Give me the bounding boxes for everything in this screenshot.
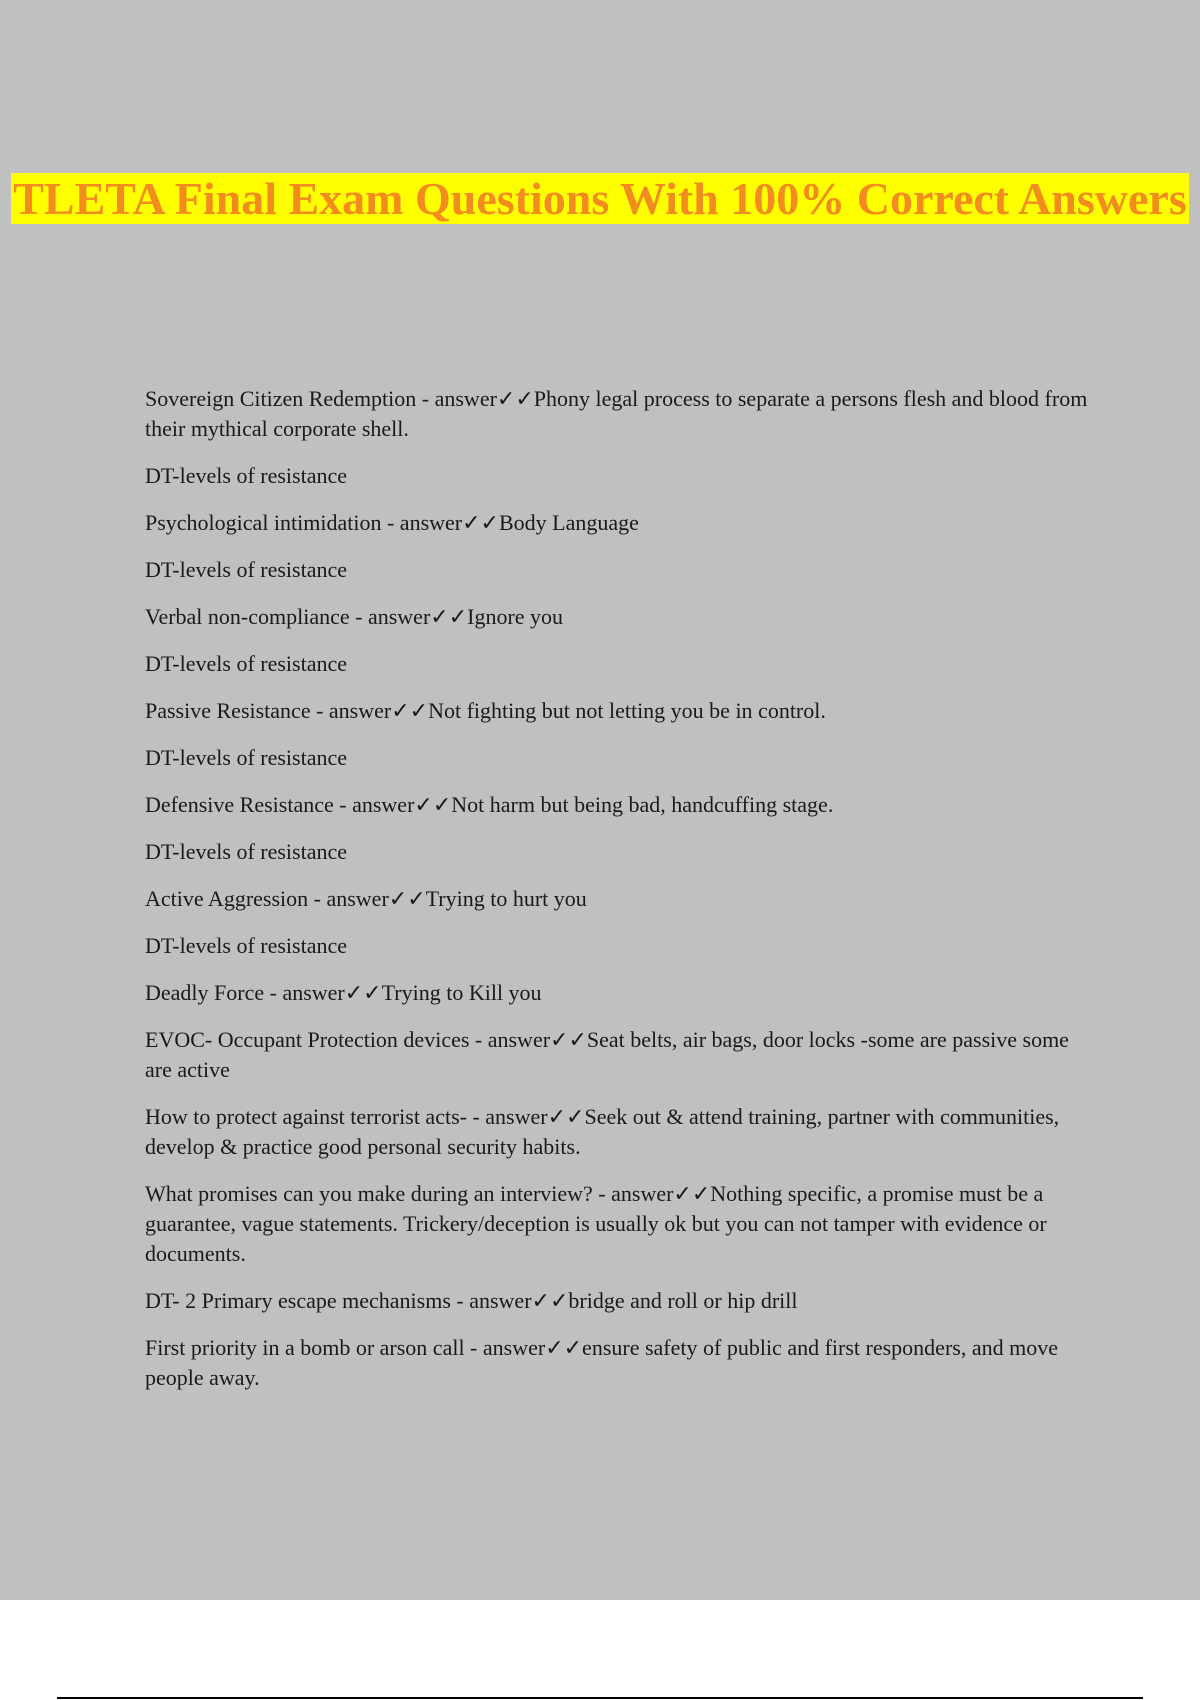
qa-entry: Sovereign Citizen Redemption - answer✓✓Phony legal process to separate a persons flesh and blood from their mythical corporate shell. xyxy=(145,386,1088,441)
qa-entry: Verbal non-compliance - answer✓✓Ignore you xyxy=(145,604,564,629)
qa-entry: DT-levels of resistance xyxy=(145,745,348,770)
qa-entry: DT-levels of resistance xyxy=(145,463,348,488)
footer-rule xyxy=(57,1697,1143,1699)
qa-entry: What promises can you make during an interview? - answer✓✓Nothing specific, a promise must be a guarantee, vague statements. Trickery/deception is usually ok but you can not tamper with evidence or documents. xyxy=(145,1181,1047,1266)
qa-entry: DT-levels of resistance xyxy=(145,557,348,582)
qa-entry: Passive Resistance - answer✓✓Not fighting but not letting you be in control. xyxy=(145,698,826,723)
qa-entry: EVOC- Occupant Protection devices - answer✓✓Seat belts, air bags, door locks -some are passive some are active xyxy=(145,1027,1069,1082)
qa-entry: How to protect against terrorist acts- - answer✓✓Seek out & attend training, partner with communities, develop & practice good personal security habits. xyxy=(145,1104,1060,1159)
qa-entry: Defensive Resistance - answer✓✓Not harm but being bad, handcuffing stage. xyxy=(145,792,834,817)
qa-list xyxy=(145,384,1090,1410)
document-title: TLETA Final Exam Questions With 100% Correct Answers xyxy=(13,173,1187,224)
qa-entry: Psychological intimidation - answer✓✓Body Language xyxy=(145,510,639,535)
qa-entry: DT-levels of resistance xyxy=(145,839,348,864)
qa-entry: Active Aggression - answer✓✓Trying to hurt you xyxy=(145,886,587,911)
qa-entry: DT- 2 Primary escape mechanisms - answer✓✓bridge and roll or hip drill xyxy=(145,1288,798,1313)
qa-entry: DT-levels of resistance xyxy=(145,651,348,676)
qa-entry: Deadly Force - answer✓✓Trying to Kill you xyxy=(145,980,542,1005)
qa-entry: First priority in a bomb or arson call - answer✓✓ensure safety of public and first responders, and move people away. xyxy=(145,1335,1058,1390)
title-block xyxy=(0,168,1200,229)
qa-entry: DT-levels of resistance xyxy=(145,933,348,958)
